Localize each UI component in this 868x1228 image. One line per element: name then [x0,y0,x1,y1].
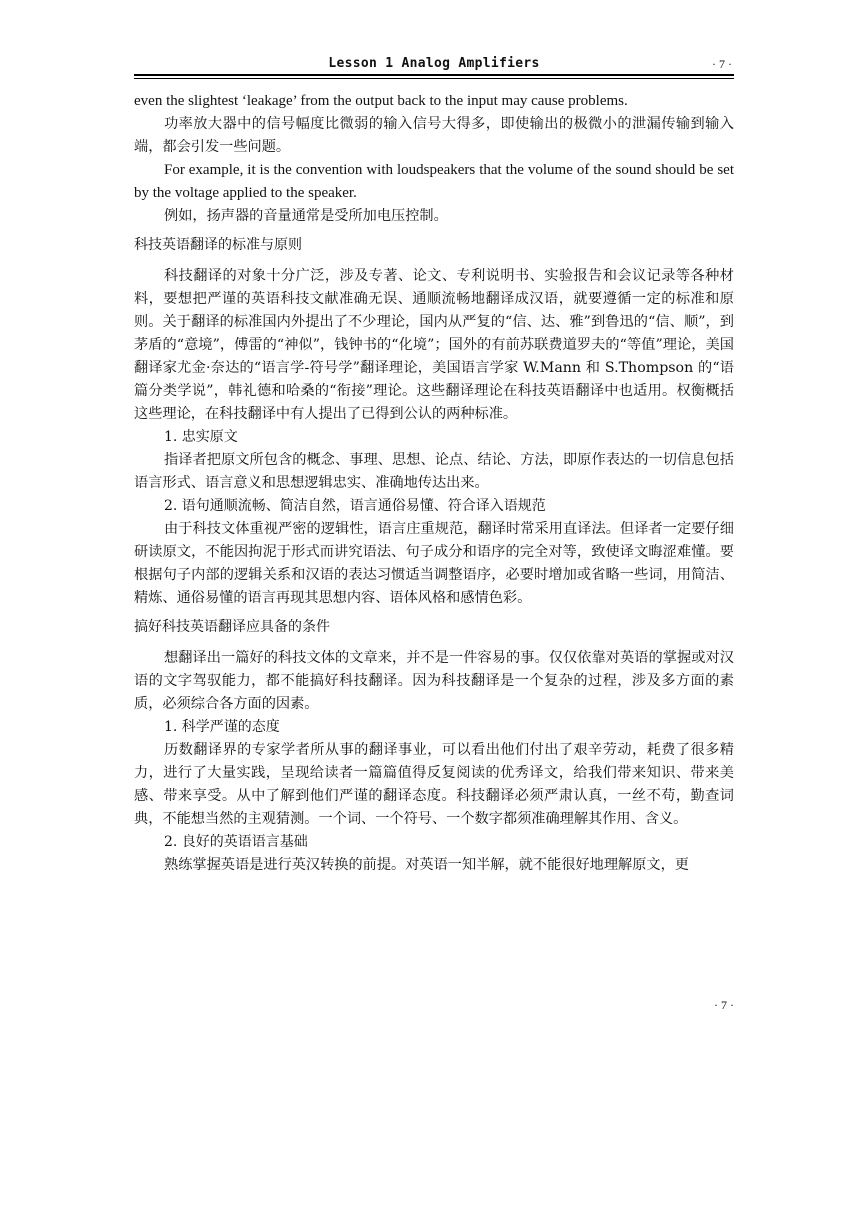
header-page-number: · 7 · [712,57,732,71]
paragraph-fluent: 由于科技文体重视严密的逻辑性，语言庄重规范，翻译时常采用直译法。但译者一定要仔细研读原文，不能因拘泥于形式而讲究语法、句子成分和语序的完全对等，致使译文晦涩难懂。要根据句子内部的逻辑关系和汉语的表达习惯适当调整语序，必要时增加或省略一些词，用简洁、精炼、通俗易懂的语言再现其思想内容、语体风格和感情色彩。 [134,521,734,606]
page-header [134,54,734,74]
list-item-english-foundation: 2. 良好的英语语言基础 [164,834,308,850]
page-body [134,90,734,877]
section-heading-conditions: 搞好科技英语翻译应具备的条件 [134,619,330,635]
list-item-attitude: 1. 科学严谨的态度 [164,719,280,735]
list-item-fluent: 2. 语句通顺流畅、简洁自然，语言通俗易懂、符合译入语规范 [164,498,546,514]
paragraph-chinese-example: 例如，扬声器的音量通常是受所加电压控制。 [164,208,448,224]
paragraph-english-foundation: 熟练掌握英语是进行英汉转换的前提。对英语一知半解，就不能很好地理解原文，更 [164,857,689,873]
paragraph-chinese-translation: 功率放大器中的信号幅度比微弱的输入信号大得多，即使输出的极微小的泄漏传输到输入端，都会引发一些问题。 [134,116,734,155]
paragraph-faithful: 指译者把原文所包含的概念、事理、思想、论点、结论、方法，即原作表达的一切信息包括语言形式、语言意义和思想逻辑忠实、准确地传达出来。 [134,452,734,491]
section-heading-standards: 科技英语翻译的标准与原则 [134,237,302,253]
paragraph-standards-intro: 科技翻译的对象十分广泛，涉及专著、论文、专利说明书、实验报告和会议记录等各种材料，要想把严谨的英语科技文献准确无误、通顺流畅地翻译成汉语，就要遵循一定的标准和原则。关于翻译的标准国内外提出了不少理论，国内从严复的“信、达、雅”到鲁迅的“信、顺”，到茅盾的“意境”，傅雷的“神似”，钱钟书的“化境”；国外的有前苏联费道罗夫的“等值”理论，美国翻译家尤金·奈达的“语言学-符号学”翻译理论，美国语言学家 W.Mann 和 S.Thompson 的“语篇分类学说”，韩礼德和哈桑的“衔接”理论。这些翻译理论在科技英语翻译中也适用。权衡概括这些理论，在科技翻译中有人提出了已得到公认的两种标准。 [134,268,734,422]
header-rule-thick [134,74,734,76]
paragraph-english-continued: even the slightest ‘leakage’ from the output back to the input may cause problems. [134,93,628,109]
header-rule-thin [134,78,734,79]
footer-page-number: · 7 · [714,998,734,1012]
running-title: Lesson 1 Analog Amplifiers [328,56,540,71]
paragraph-attitude: 历数翻译界的专家学者所从事的翻译事业，可以看出他们付出了艰辛劳动，耗费了很多精力，进行了大量实践，呈现给读者一篇篇值得反复阅读的优秀译文，给我们带来知识、带来美感、带来享受。从中了解到他们严谨的翻译态度。科技翻译必须严肃认真，一丝不苟，勤查词典，不能想当然的主观猜测。一个词、一个符号、一个数字都须准确理解其作用、含义。 [134,742,734,827]
paragraph-english-example: For example, it is the convention with loudspeakers that the volume of the sound should be set by the voltage applied to the speaker. [134,162,734,201]
paragraph-conditions-intro: 想翻译出一篇好的科技文体的文章来，并不是一件容易的事。仅仅依靠对英语的掌握或对汉语的文字驾驭能力，都不能搞好科技翻译。因为科技翻译是一个复杂的过程，涉及多方面的素质，必须综合各方面的因素。 [134,650,734,712]
list-item-faithful: 1. 忠实原文 [164,429,238,445]
